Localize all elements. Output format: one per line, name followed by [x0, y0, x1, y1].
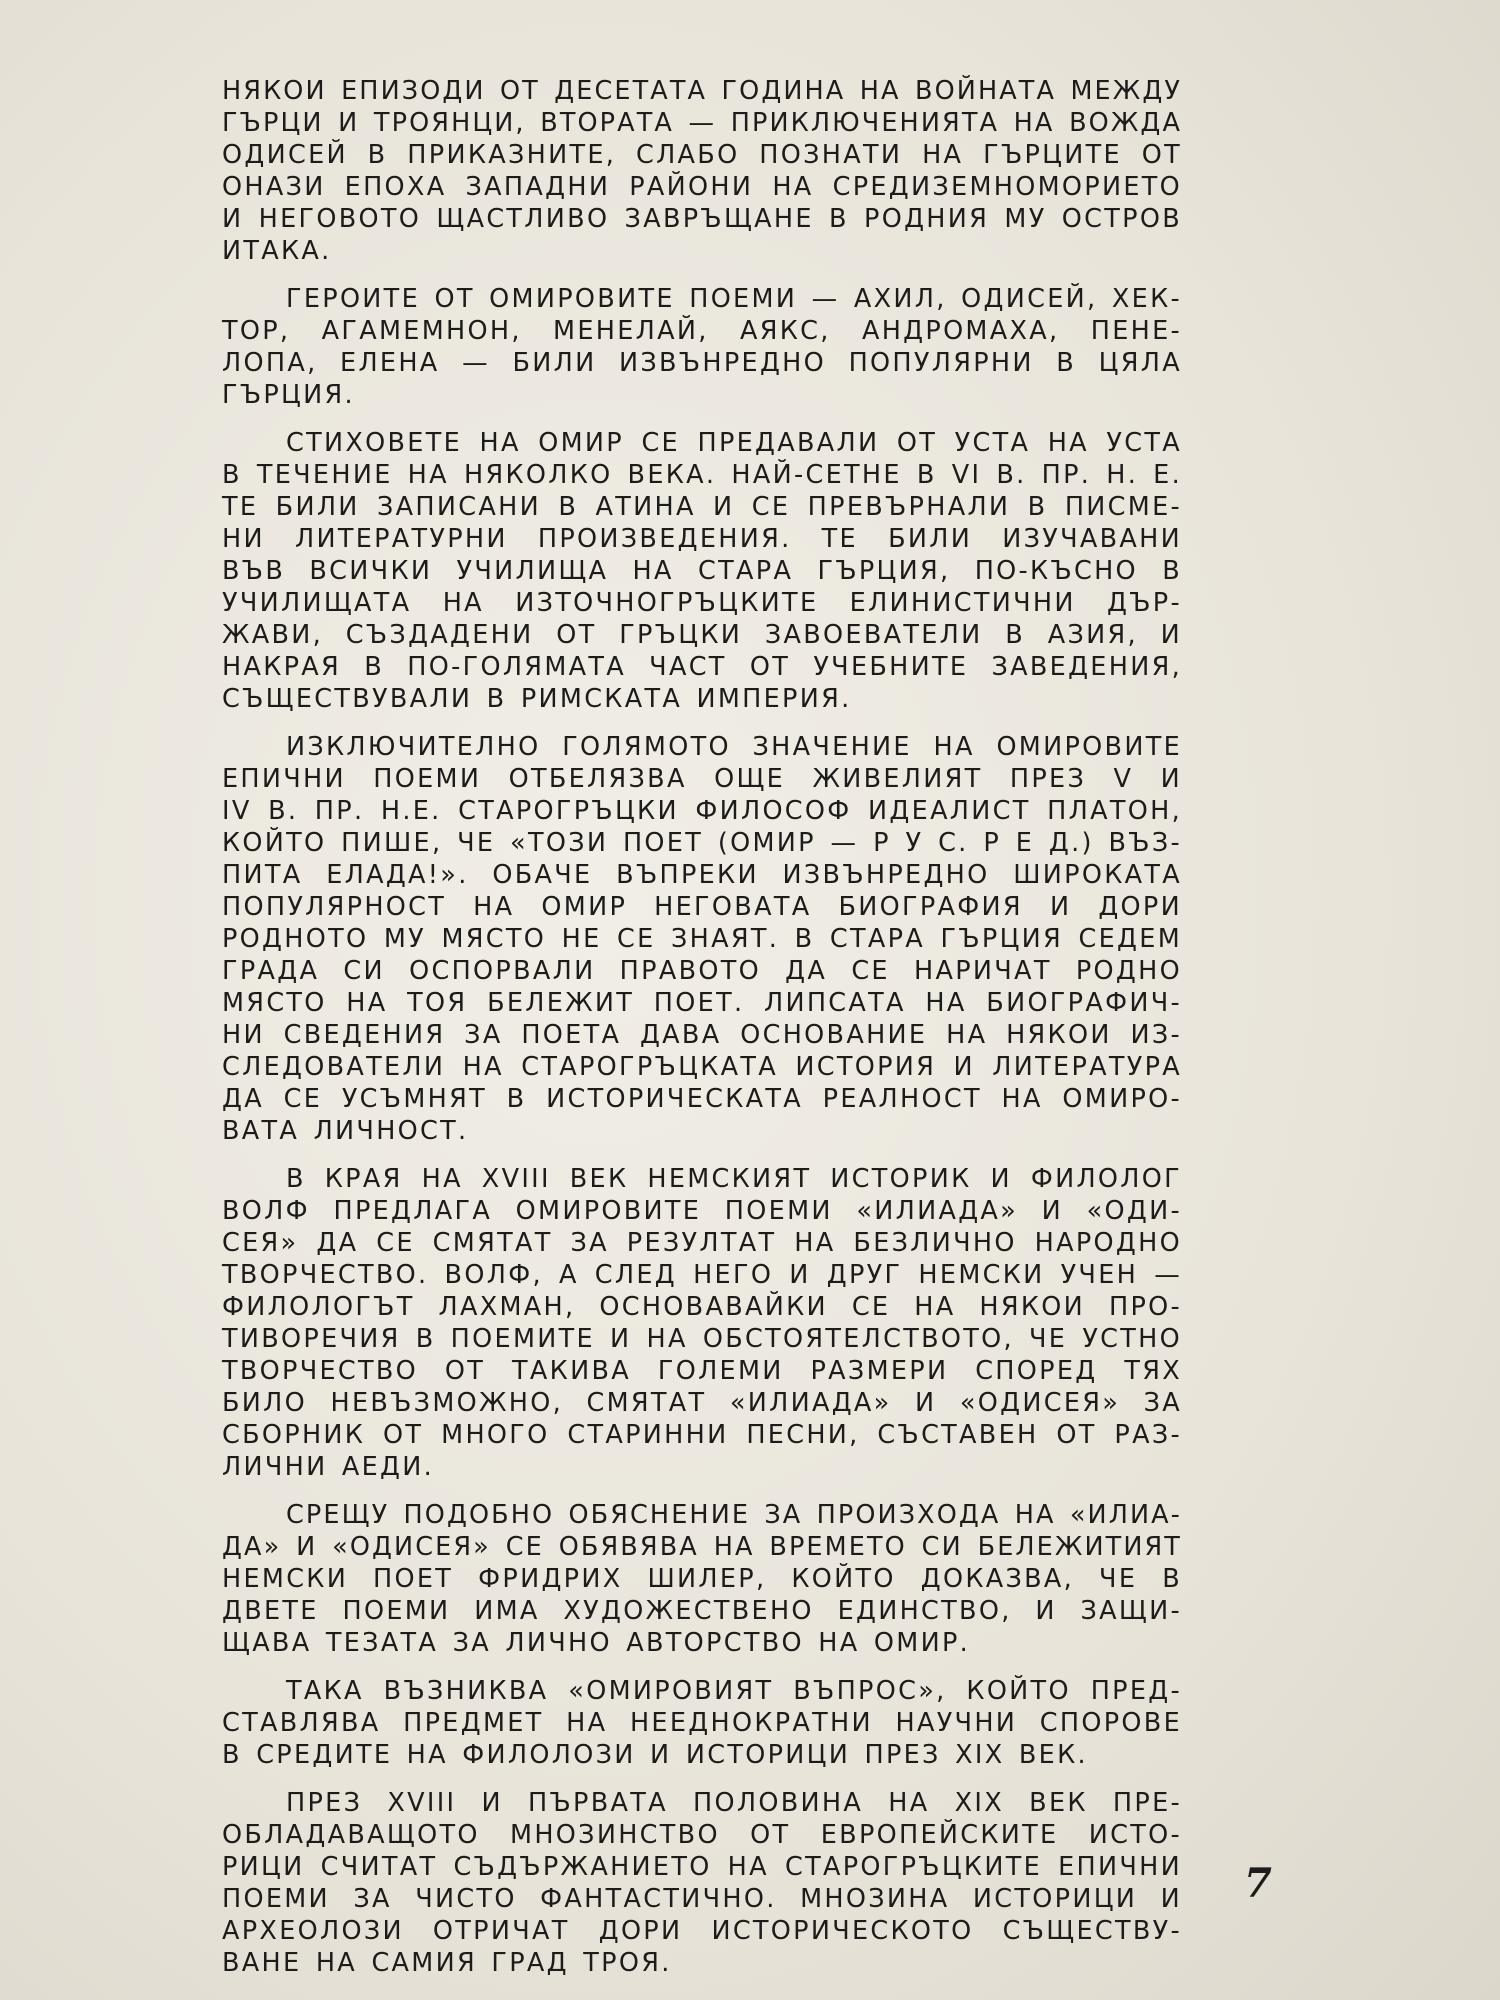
text-line: ЕПИЧНИ ПОЕМИ ОТБЕЛЯЗВА ОЩЕ ЖИВЕЛИЯТ ПРЕЗ V И: [222, 764, 1182, 794]
paragraph: [222, 1675, 1182, 1771]
text-line: ГРАДА СИ ОСПОРВАЛИ ПРАВОТО ДА СЕ НАРИЧАТ РОДНО: [222, 956, 1182, 986]
text-line: ПРЕЗ XVIII И ПЪРВАТА ПОЛОВИНА НА XIX ВЕК ПРЕ-: [286, 1788, 1182, 1818]
text-line: ВОЛФ ПРЕДЛАГА ОМИРОВИТЕ ПОЕМИ «ИЛИАДА» И «ОДИ-: [222, 1196, 1182, 1226]
text-line: РОДНОТО МУ МЯСТО НЕ СЕ ЗНАЯТ. В СТАРА ГЪРЦИЯ СЕДЕМ: [222, 924, 1182, 954]
text-line: НАКРАЯ В ПО-ГОЛЯМАТА ЧАСТ ОТ УЧЕБНИТЕ ЗАВЕДЕНИЯ,: [222, 652, 1182, 682]
text-line: ПОПУЛЯРНОСТ НА ОМИР НЕГОВАТА БИОГРАФИЯ И ДОРИ: [222, 892, 1182, 922]
text-line: ПОЕМИ ЗА ЧИСТО ФАНТАСТИЧНО. МНОЗИНА ИСТОРИЦИ И: [222, 1884, 1182, 1914]
text-block: [222, 75, 1182, 1995]
text-line: РИЦИ СЧИТАТ СЪДЪРЖАНИЕТО НА СТАРОГРЪЦКИТЕ ЕПИЧНИ: [222, 1852, 1182, 1882]
text-line: ТЕ БИЛИ ЗАПИСАНИ В АТИНА И СЕ ПРЕВЪРНАЛИ В ПИСМЕ-: [222, 492, 1182, 522]
paragraph: [222, 427, 1182, 715]
text-line: В КРАЯ НА XVIII ВЕК НЕМСКИЯТ ИСТОРИК И ФИЛОЛОГ: [286, 1164, 1182, 1194]
text-line: ИТАКА.: [222, 236, 332, 266]
text-line: СЕЯ» ДА СЕ СМЯТАТ ЗА РЕЗУЛТАТ НА БЕЗЛИЧНО НАРОДНО: [222, 1228, 1182, 1258]
text-line: СТИХОВЕТЕ НА ОМИР СЕ ПРЕДАВАЛИ ОТ УСТА НА УСТА: [286, 428, 1182, 458]
text-line: ОБЛАДАВАЩОТО МНОЗИНСТВО ОТ ЕВРОПЕЙСКИТЕ ИСТО-: [222, 1820, 1182, 1850]
text-line: СРЕЩУ ПОДОБНО ОБЯСНЕНИЕ ЗА ПРОИЗХОДА НА «ИЛИА-: [286, 1500, 1182, 1530]
text-line: ТИВОРЕЧИЯ В ПОЕМИТЕ И НА ОБСТОЯТЕЛСТВОТО, ЧЕ УСТНО: [222, 1324, 1182, 1354]
text-line: БИЛО НЕВЪЗМОЖНО, СМЯТАТ «ИЛИАДА» И «ОДИСЕЯ» ЗА: [222, 1388, 1182, 1418]
text-line: ЛИЧНИ АЕДИ.: [222, 1452, 435, 1482]
text-line: В ТЕЧЕНИЕ НА НЯКОЛКО ВЕКА. НАЙ-СЕТНЕ В VI В. ПР. Н. Е.: [222, 460, 1182, 490]
text-line: ЛОПА, ЕЛЕНА — БИЛИ ИЗВЪНРЕДНО ПОПУЛЯРНИ В ЦЯЛА: [222, 348, 1182, 378]
text-line: ВЪВ ВСИЧКИ УЧИЛИЩА НА СТАРА ГЪРЦИЯ, ПО-КЪСНО В: [222, 556, 1182, 586]
paragraph: [222, 731, 1182, 1147]
text-line: НЕМСКИ ПОЕТ ФРИДРИХ ШИЛЕР, КОЙТО ДОКАЗВА, ЧЕ В: [222, 1564, 1182, 1594]
text-line: СТАВЛЯВА ПРЕДМЕТ НА НЕЕДНОКРАТНИ НАУЧНИ СПОРОВЕ: [222, 1708, 1182, 1738]
text-line: СБОРНИК ОТ МНОГО СТАРИННИ ПЕСНИ, СЪСТАВЕН ОТ РАЗ-: [222, 1420, 1182, 1450]
paragraph: [222, 283, 1182, 411]
text-line: КОЙТО ПИШЕ, ЧЕ «ТОЗИ ПОЕТ (ОМИР — Р У С. Р Е Д.) ВЪЗ-: [222, 828, 1182, 858]
text-line: ОНАЗИ ЕПОХА ЗАПАДНИ РАЙОНИ НА СРЕДИЗЕМНОМОРИЕТО: [222, 172, 1182, 202]
text-line: СЪЩЕСТВУВАЛИ В РИМСКАТА ИМПЕРИЯ.: [222, 684, 852, 714]
text-line: ГЪРЦИ И ТРОЯНЦИ, ВТОРАТА — ПРИКЛЮЧЕНИЯТА НА ВОЖДА: [222, 108, 1182, 138]
paragraph: [222, 75, 1182, 267]
text-line: ИЗКЛЮЧИТЕЛНО ГОЛЯМОТО ЗНАЧЕНИЕ НА ОМИРОВИТЕ: [286, 732, 1182, 762]
text-line: НИ СВЕДЕНИЯ ЗА ПОЕТА ДАВА ОСНОВАНИЕ НА НЯКОИ ИЗ-: [222, 1020, 1182, 1050]
text-line: ОДИСЕЙ В ПРИКАЗНИТЕ, СЛАБО ПОЗНАТИ НА ГЪРЦИТЕ ОТ: [222, 140, 1182, 170]
text-line: IV В. ПР. Н.Е. СТАРОГРЪЦКИ ФИЛОСОФ ИДЕАЛИСТ ПЛАТОН,: [222, 796, 1182, 826]
text-line: ГЕРОИТЕ ОТ ОМИРОВИТЕ ПОЕМИ — АХИЛ, ОДИСЕЙ, ХЕК-: [286, 284, 1182, 314]
text-line: ВАНЕ НА САМИЯ ГРАД ТРОЯ.: [222, 1948, 672, 1978]
text-line: МЯСТО НА ТОЯ БЕЛЕЖИТ ПОЕТ. ЛИПСАТА НА БИОГРАФИЧ-: [222, 988, 1182, 1018]
text-line: ДВЕТЕ ПОЕМИ ИМА ХУДОЖЕСТВЕНО ЕДИНСТВО, И ЗАЩИ-: [222, 1596, 1182, 1626]
text-line: ЩАВА ТЕЗАТА ЗА ЛИЧНО АВТОРСТВО НА ОМИР.: [222, 1628, 971, 1658]
text-line: НИ ЛИТЕРАТУРНИ ПРОИЗВЕДЕНИЯ. ТЕ БИЛИ ИЗУЧАВАНИ: [222, 524, 1182, 554]
text-line: ВАТА ЛИЧНОСТ.: [222, 1116, 469, 1146]
text-line: ДА» И «ОДИСЕЯ» СЕ ОБЯВЯВА НА ВРЕМЕТО СИ БЕЛЕЖИТИЯТ: [222, 1532, 1182, 1562]
text-line: ТВОРЧЕСТВО. ВОЛФ, А СЛЕД НЕГО И ДРУГ НЕМСКИ УЧЕН —: [222, 1260, 1182, 1290]
page-number: 7: [1244, 1860, 1272, 1907]
text-line: ГЪРЦИЯ.: [222, 380, 355, 410]
text-line: СЛЕДОВАТЕЛИ НА СТАРОГРЪЦКАТА ИСТОРИЯ И ЛИТЕРАТУРА: [222, 1052, 1182, 1082]
text-line: УЧИЛИЩАТА НА ИЗТОЧНОГРЪЦКИТЕ ЕЛИНИСТИЧНИ ДЪР-: [222, 588, 1182, 618]
text-line: АРХЕОЛОЗИ ОТРИЧАТ ДОРИ ИСТОРИЧЕСКОТО СЪЩЕСТВУ-: [222, 1916, 1182, 1946]
text-line: В СРЕДИТЕ НА ФИЛОЛОЗИ И ИСТОРИЦИ ПРЕЗ XIX ВЕК.: [222, 1740, 1088, 1770]
text-line: ДА СЕ УСЪМНЯТ В ИСТОРИЧЕСКАТА РЕАЛНОСТ НА ОМИРО-: [222, 1084, 1182, 1114]
paragraph: [222, 1787, 1182, 1979]
text-line: ПИТА ЕЛАДА!». ОБАЧЕ ВЪПРЕКИ ИЗВЪНРЕДНО ШИРОКАТА: [222, 860, 1182, 890]
text-line: ТВОРЧЕСТВО ОТ ТАКИВА ГОЛЕМИ РАЗМЕРИ СПОРЕД ТЯХ: [222, 1356, 1182, 1386]
paragraph: [222, 1499, 1182, 1659]
text-line: ТОР, АГАМЕМНОН, МЕНЕЛАЙ, АЯКС, АНДРОМАХА, ПЕНЕ-: [222, 316, 1182, 346]
text-line: ФИЛОЛОГЪТ ЛАХМАН, ОСНОВАВАЙКИ СЕ НА НЯКОИ ПРО-: [222, 1292, 1182, 1322]
paragraph: [222, 1163, 1182, 1483]
text-line: НЯКОИ ЕПИЗОДИ ОТ ДЕСЕТАТА ГОДИНА НА ВОЙНАТА МЕЖДУ: [222, 76, 1182, 106]
text-line: И НЕГОВОТО ЩАСТЛИВО ЗАВРЪЩАНЕ В РОДНИЯ МУ ОСТРОВ: [222, 204, 1182, 234]
text-line: ТАКА ВЪЗНИКВА «ОМИРОВИЯТ ВЪПРОС», КОЙТО ПРЕД-: [286, 1676, 1182, 1706]
text-line: ЖАВИ, СЪЗДАДЕНИ ОТ ГРЪЦКИ ЗАВОЕВАТЕЛИ В АЗИЯ, И: [222, 620, 1182, 650]
